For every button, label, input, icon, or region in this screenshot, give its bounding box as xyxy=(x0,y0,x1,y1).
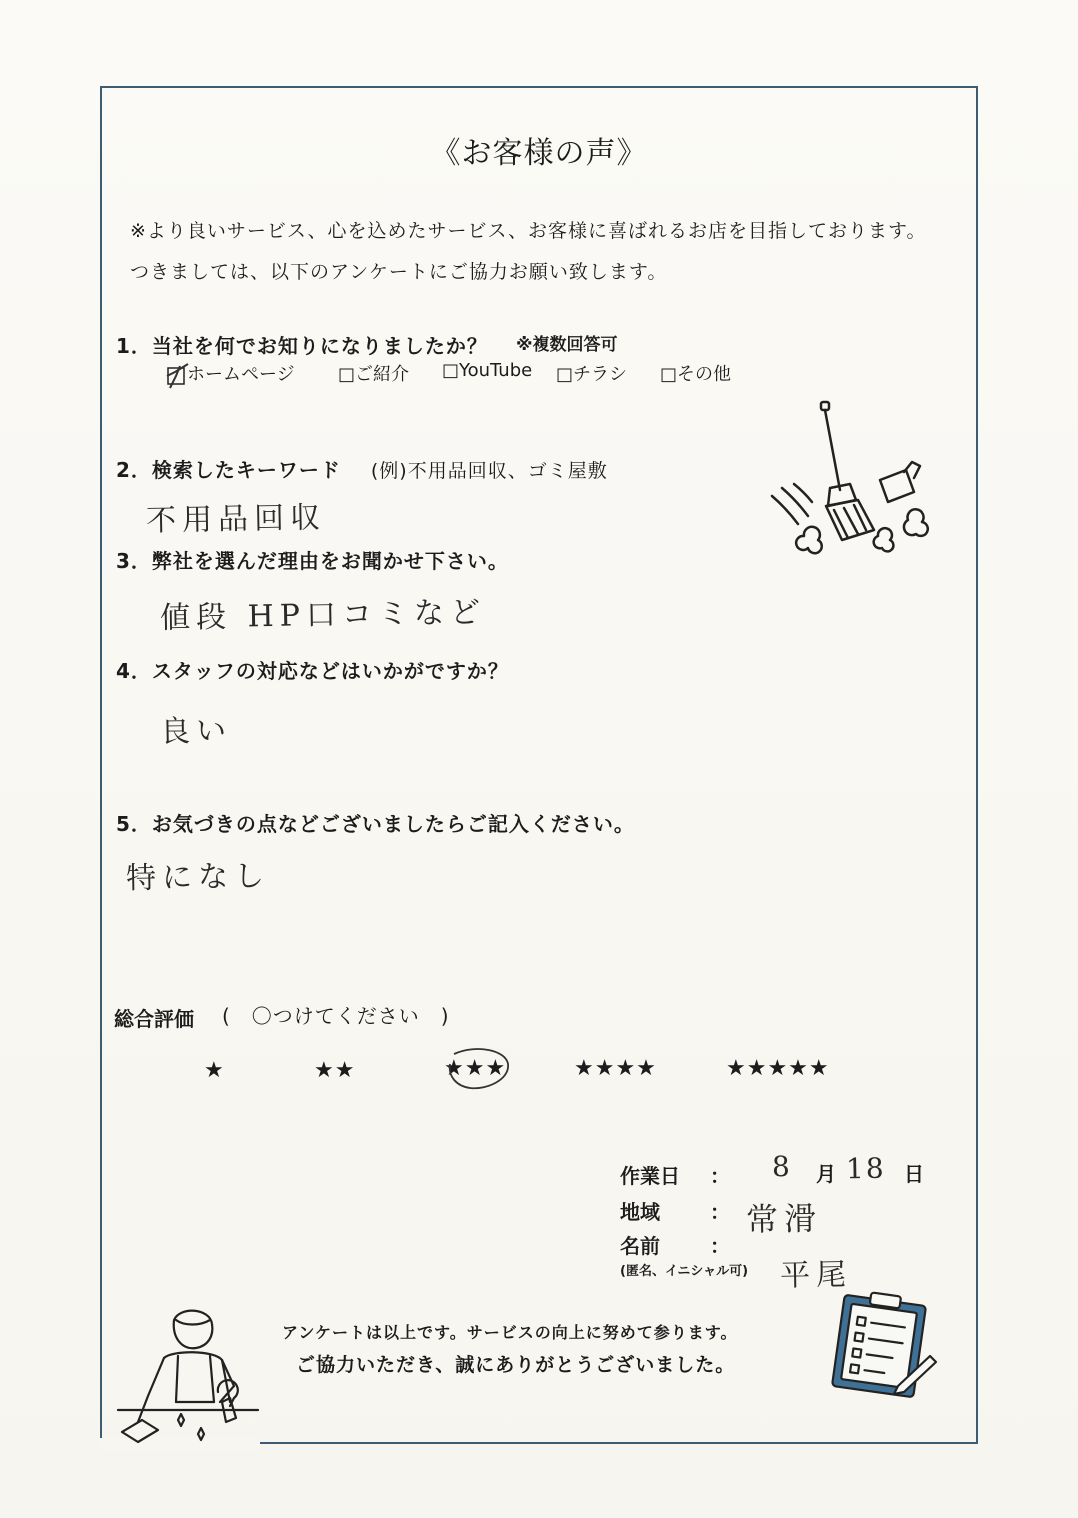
question-4: 4．スタッフの対応などはいかがですか？ xyxy=(116,659,509,683)
rating-3-stars[interactable]: ★★★ xyxy=(444,1056,507,1081)
option-youtube[interactable]: □YouTube xyxy=(442,360,533,381)
rating-1-star[interactable]: ★ xyxy=(204,1058,225,1083)
clipboard-checklist-icon xyxy=(834,1290,938,1402)
overall-rating-label: 総合評価 xyxy=(114,1007,194,1031)
rating-circle-mark xyxy=(436,1042,516,1096)
question-2-text: 2．検索したキーワード xyxy=(116,458,341,482)
multiple-answer-note: ※複数回答可 xyxy=(516,335,618,355)
page-title: 《お客様の声》 xyxy=(430,136,648,171)
rating-instruction: ( 〇つけてください ) xyxy=(222,1004,450,1028)
option-flyer[interactable]: □チラシ xyxy=(556,364,628,385)
work-date-month: 8 xyxy=(771,1149,797,1184)
option-referral[interactable]: □ご紹介 xyxy=(338,364,410,385)
closing-line-2: ご協力いただき、誠にありがとうございました。 xyxy=(296,1354,736,1376)
area-label: 地域 xyxy=(620,1200,660,1224)
work-date-label: 作業日 xyxy=(620,1164,680,1188)
option-other[interactable]: □その他 xyxy=(660,364,732,385)
intro-line-2: つきましては、以下のアンケートにご協力お願い致します。 xyxy=(130,261,668,283)
name-handwriting: 平尾 xyxy=(779,1257,853,1294)
name-label: 名前 xyxy=(620,1234,660,1258)
month-unit: 月 xyxy=(816,1162,836,1186)
name-colon: ： xyxy=(710,1234,730,1258)
question-1: 1．当社を何でお知りになりましたか？ xyxy=(116,334,488,358)
option-homepage[interactable]: ホームページ xyxy=(187,364,295,385)
work-date-day: 18 xyxy=(845,1151,886,1186)
name-note: (匿名、イニシャル可) xyxy=(620,1264,749,1279)
page-border xyxy=(100,86,978,1444)
rating-4-stars[interactable]: ★★★★ xyxy=(574,1056,657,1081)
answer-5-handwriting: 特になし xyxy=(125,858,271,897)
question-3: 3．弊社を選んだ理由をお聞かせ下さい。 xyxy=(116,549,509,573)
broom-dustpan-icon xyxy=(768,400,948,560)
cleaning-staff-icon xyxy=(118,1306,268,1456)
answer-3-handwriting: 値段 HP口コミなど xyxy=(159,595,487,636)
intro-line-1: ※より良いサービス、心を込めたサービス、お客様に喜ばれるお店を目指しております。 xyxy=(130,220,927,242)
closing-line-1: アンケートは以上です。サービスの向上に努めて参ります。 xyxy=(282,1323,738,1342)
rating-2-stars[interactable]: ★★ xyxy=(314,1058,356,1083)
day-unit: 日 xyxy=(904,1162,924,1186)
answer-2-handwriting: 不用品回収 xyxy=(145,500,327,539)
answer-4-handwriting: 良い xyxy=(159,713,233,750)
question-2 xyxy=(116,454,608,483)
keyword-example: (例)不用品回収、ゴミ屋敷 xyxy=(370,460,608,482)
area-colon: ： xyxy=(710,1200,730,1224)
work-date-colon: ： xyxy=(710,1164,730,1188)
question-5: 5．お気づきの点などございましたらご記入ください。 xyxy=(116,812,635,836)
area-handwriting: 常滑 xyxy=(745,1199,823,1239)
rating-5-stars[interactable]: ★★★★★ xyxy=(726,1056,830,1081)
